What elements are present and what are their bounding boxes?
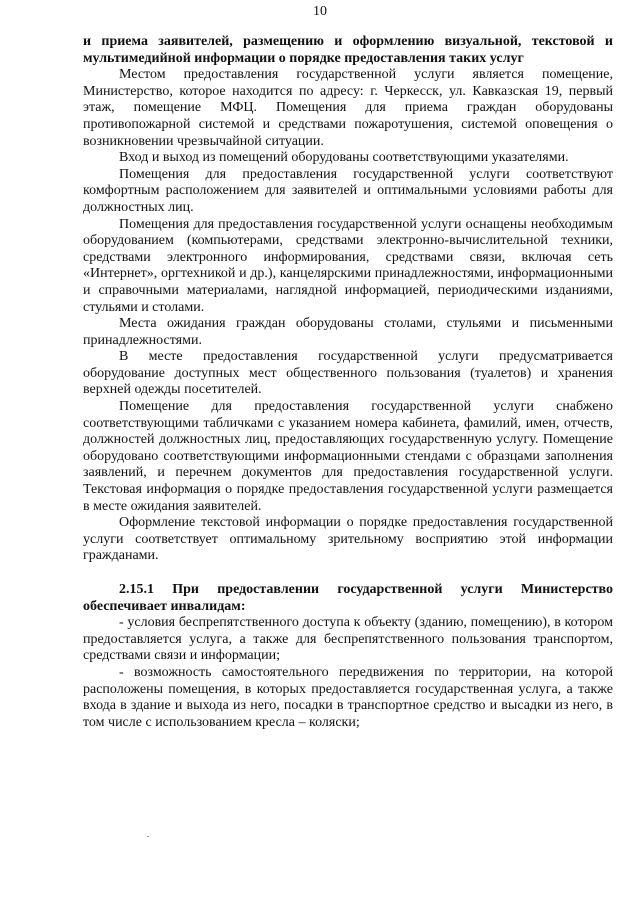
paragraph-entrance: Вход и выход из помещений оборудованы соответствующими указателями.: [119, 150, 569, 166]
section-heading-2-15-1: 2.15.1 При предоставлении государственной услуги Министерство обеспечивает инвалидам:: [83, 582, 613, 614]
page-number: 10: [313, 4, 327, 19]
intro-heading: и приема заявителей, размещению и оформлению визуальной, текстовой и мультимедийной информации о порядке предоставления таких услуг: [83, 34, 613, 66]
paragraph-text-design: Оформление текстовой информации о порядке предоставления государственной услуги соответствует оптимальному зрительному восприятию этой информации гражданами.: [83, 515, 613, 564]
paragraph-equipment: Помещения для предоставления государственной услуги оснащены необходимым оборудованием (компьютерами, средствами электронно-вычислительной техники, средствами электронного информирования, средствами связи, включая сеть «Интернет», оргтехникой и др.), канцелярскими принадлежностями, информационными и справочными материалами, наглядной информацией, периодическими изданиями, стульями и столами.: [83, 216, 613, 315]
paragraph-location: Местом предоставления государственной услуги является помещение, Министерство, которое находится по адресу: г. Черкесск, ул. Кавказская 19, первый этаж, помещение МФЦ. Помещения для приема граждан оборудованы противопожарной системой и средствами пожаротушения, системой оповещения о возникновении чрезвычайной ситуации.: [83, 67, 613, 149]
paragraph-comfort: Помещения для предоставления государственной услуги соответствуют комфортным расположением для заявителей и оптимальными условиями работы для должностных лиц.: [83, 166, 613, 215]
scan-speck: [147, 836, 149, 837]
list-item-access: - условия беспрепятственного доступа к объекту (зданию, помещению), в котором предоставляется услуга, а также для беспрепятственного пользования транспортом, средствами связи и информации;: [83, 615, 613, 664]
paragraph-facilities: В месте предоставления государственной услуги предусматривается оборудование доступных мест общественного пользования (туалетов) и хранения верхней одежды посетителей.: [83, 349, 613, 398]
paragraph-waiting-area: Места ожидания граждан оборудованы столами, стульями и письменными принадлежностями.: [83, 316, 613, 348]
document-body: [83, 34, 613, 731]
list-item-movement: - возможность самостоятельного передвижения по территории, на которой расположены помещения, в которых предоставляется государственная услуга, а также входа в здание и выхода из него, посадки в транспортное средство и высадки из него, в том числе с использованием кресла – коляски;: [83, 664, 613, 730]
paragraph-signage: Помещение для предоставления государственной услуги снабжено соответствующими табличками с указанием номера кабинета, фамилий, имен, отчеств, должностей должностных лиц, предоставляющих государственную услугу. Помещение оборудовано соответствующими информационными стендами с образцами заполнения заявлений, и перечнем документов для предоставления государственной услуги. Текстовая информация о порядке предоставления государственной услуги размещается в месте ожидания заявителей.: [83, 399, 613, 514]
